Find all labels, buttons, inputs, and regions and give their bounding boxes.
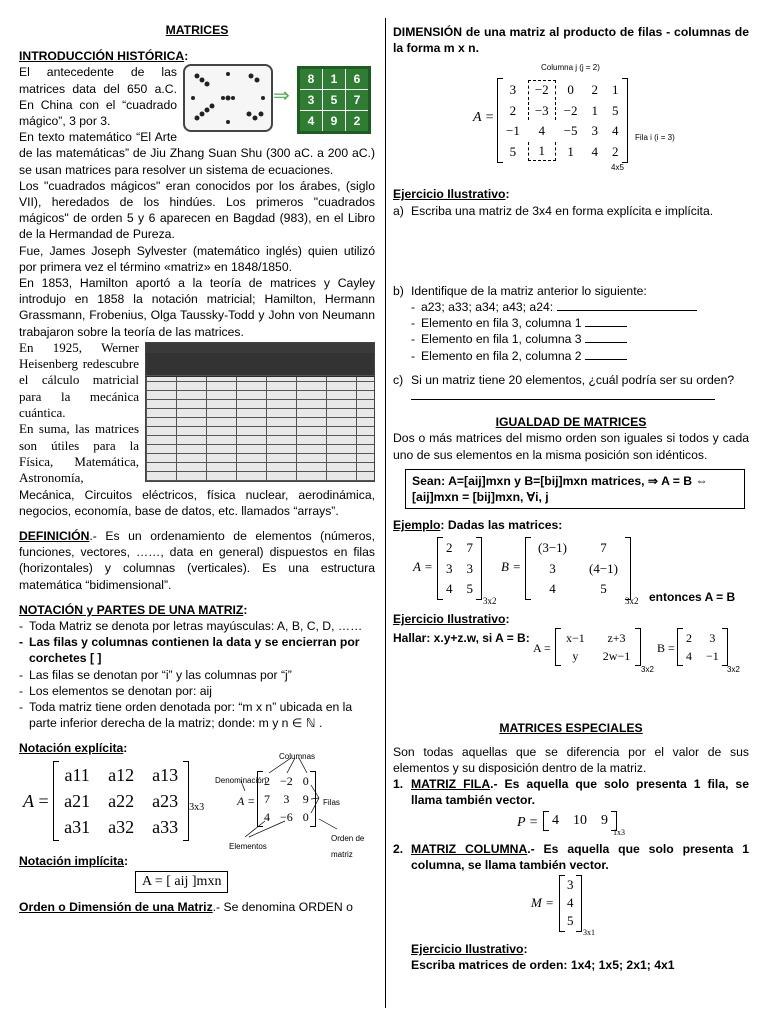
intro-p3: Fue, James Joseph Sylvester (matemático inglés) quien utilizó por primera vez el término «matriz» en 1848/1850. [19, 243, 375, 274]
matrix-parts-diagram: Columnas Denominación Filas Elementos Orden de matriz A = 2 −2 0 7 3 9 4 −6 0 [215, 751, 365, 859]
list-item: - Elemento en fila 2, columna 2 [411, 348, 749, 364]
page-title: MATRICES [165, 23, 229, 37]
spreadsheet-image [145, 342, 375, 482]
implicit-heading: Notación implícita: [19, 853, 129, 868]
explicit-heading: Notación explícita: [19, 741, 128, 756]
exercise1-b: b) Identifique de la matriz anterior lo siguiente: [393, 283, 647, 298]
arrow-right-icon: ⇒ [273, 85, 290, 108]
list-item: - Los elementos se denotan por: aij [19, 683, 375, 699]
exercise3-text: Escriba matrices de orden: 1x4; 1x5; 2x1; 4x1 [411, 958, 675, 973]
equality-definition-box: Sean: A=[aij]mxn y B=[bij]mxn matrices, ⇒ A = B ⇔ [aij]mxn = [bij]mxn, ∀i, j [405, 469, 745, 509]
implicit-formula: A = [ aij ]mxn [135, 871, 228, 893]
exercise1-a: a) Escriba una matriz de 3x4 en forma explícita e implícita. [393, 203, 714, 218]
list-item: - Elemento en fila 1, columna 3 [411, 331, 749, 347]
special-heading: MATRICES ESPECIALES [499, 720, 643, 735]
equality-text: Dos o más matrices del mismo orden son iguales si todos y cada uno de sus elementos en la misma posición son idénticos. [393, 431, 749, 462]
intro-p2: Los "cuadrados mágicos" eran conocidos por los árabes, (siglo VII), heredados de los hindúes. Los primeros "cuadrados mágicos" de orden 5 y 6 aparecen en Bagdad (983), en el Libro de la Hermandad de Pureza. [19, 178, 375, 242]
exercise1-c: c) Si un matriz tiene 20 elementos, ¿cuál podría ser su orden? [393, 372, 735, 387]
definition: DEFINICIÓN.- Es un ordenamiento de elementos (números, funciones, vectores, ……, data en general) dispuestos en filas (horizontales) y columnas (verticales). Es una estructura matemática “bidimensional”. [19, 528, 375, 592]
list-item: - a23; a33; a34; a43; a24: [411, 299, 749, 315]
equality-heading: IGUALDAD DE MATRICES [495, 415, 647, 430]
exercise2: Hallar: x.y+z.w, si A = B: A = x−1 z+3 y 2w−1 3x2 B = 2 3 4 −1 3x2 [393, 628, 749, 672]
special-text: Son todas aquellas que se diferencia por el valor de sus elementos y su disposición dentro de la matriz. [393, 744, 749, 776]
magic-square-figure [183, 64, 375, 132]
intro-p1: El antecedente de las matrices data del 650 a.C. En China con el “cuadrado mágico”, 3 por 3. [19, 65, 177, 129]
list-item: - Las filas se denotan por “i” y las columnas por “j” [19, 667, 375, 683]
left-column [19, 22, 375, 915]
order-continuation: DIMENSIÓN de una matriz al producto de filas - columnas de la forma m x n. [393, 25, 749, 56]
list-item: - Toda matriz tiene orden denotada por: “m x n” ubicada en la parte inferior derecha de la matriz; donde: m y n ∈ ℕ . [19, 699, 375, 731]
list-item: - Elemento en fila 3, columna 1 [411, 315, 749, 331]
equality-example: A = 2 7 3 3 4 5 3x2 B = (3−1) 7 3 (4−1) 4 5 3x2 entonces A = B [393, 533, 749, 605]
column-matrix: M = 3 4 5 3x1 [531, 877, 595, 938]
column-matrix-item: 2. MATRIZ COLUMNA.- Es aquella que solo presenta 1 columna, se llama también vector. [393, 841, 750, 872]
right-column [393, 24, 749, 973]
intro-p5: En 1925, Werner Heisenberg redescubre el cálculo matricial para la mecánica cuántica. [19, 339, 139, 421]
row-matrix: P = 4 10 9 1x3 [517, 812, 625, 837]
notation-heading: NOTACIÓN y PARTES DE UNA MATRIZ: [19, 602, 248, 617]
exercise1-b-list [393, 299, 749, 364]
intro-p4: En 1853, Hamilton aportó a la teoría de matrices y Cayley introdujo en 1858 la notación matricial; Hamilton, Hermann Grassmann, Frobenius, Olga Taussky-Todd y John von Neumann trabajaron sobre la teoría de las matrices. [19, 276, 375, 339]
intro-heading: INTRODUCCIÓN HISTÓRICA: [19, 49, 189, 64]
order-intro: Orden o Dimensión de una Matriz.- Se denomina ORDEN o [19, 899, 353, 914]
list-item: - Las filas y columnas contienen la data y se encierran por corchetes [ ] [19, 634, 375, 666]
example-line: Ejemplo: Dadas las matrices: [393, 518, 563, 533]
column-divider [385, 18, 386, 1008]
dimension-example: Columna j (j = 2) Fila i (i = 3) A = 3 −2 0 2 1 2 −3 −2 1 5 −1 4 −5 3 4 5 1 1 4 2 4x5 [473, 63, 675, 173]
intro-p1b: En texto matemático “El Arte de las matemáticas” de Jiu Zhang Suan Shu (300 aC. a 200 aC.) se usan matrices para resolver un sistema de ecuaciones. [19, 130, 375, 177]
row-matrix-item: 1. MATRIZ FILA.- Es aquella que solo presenta 1 fila, se llama también vector. [393, 777, 749, 808]
intro-p6a: En suma, las matrices son útiles para la Física, Matemática, Astronomía, [19, 421, 139, 486]
exercise1-heading: Ejercicio Ilustrativo: [393, 187, 510, 202]
magic-square-grid: 8 1 6 3 5 7 4 9 2 [297, 66, 371, 134]
lo-shu-image [183, 64, 273, 132]
exercise3-heading: Ejercicio Ilustrativo: [411, 942, 528, 957]
list-item: - Toda Matriz se denota por letras mayúsculas: A, B, C, D, …… [19, 618, 375, 634]
explicit-matrix: A = a11 a12 a13 a21 a22 a23 a31 a32 a33 $_{3x3}$ [23, 761, 204, 842]
exercise2-heading: Ejercicio Ilustrativo: [393, 612, 510, 627]
notation-list [19, 618, 375, 731]
intro-p6b: Mecánica, Circuitos eléctricos, física nuclear, aerodinámica, negocios, economía, base de datos, etc. llamados “arrays”. [19, 487, 375, 518]
